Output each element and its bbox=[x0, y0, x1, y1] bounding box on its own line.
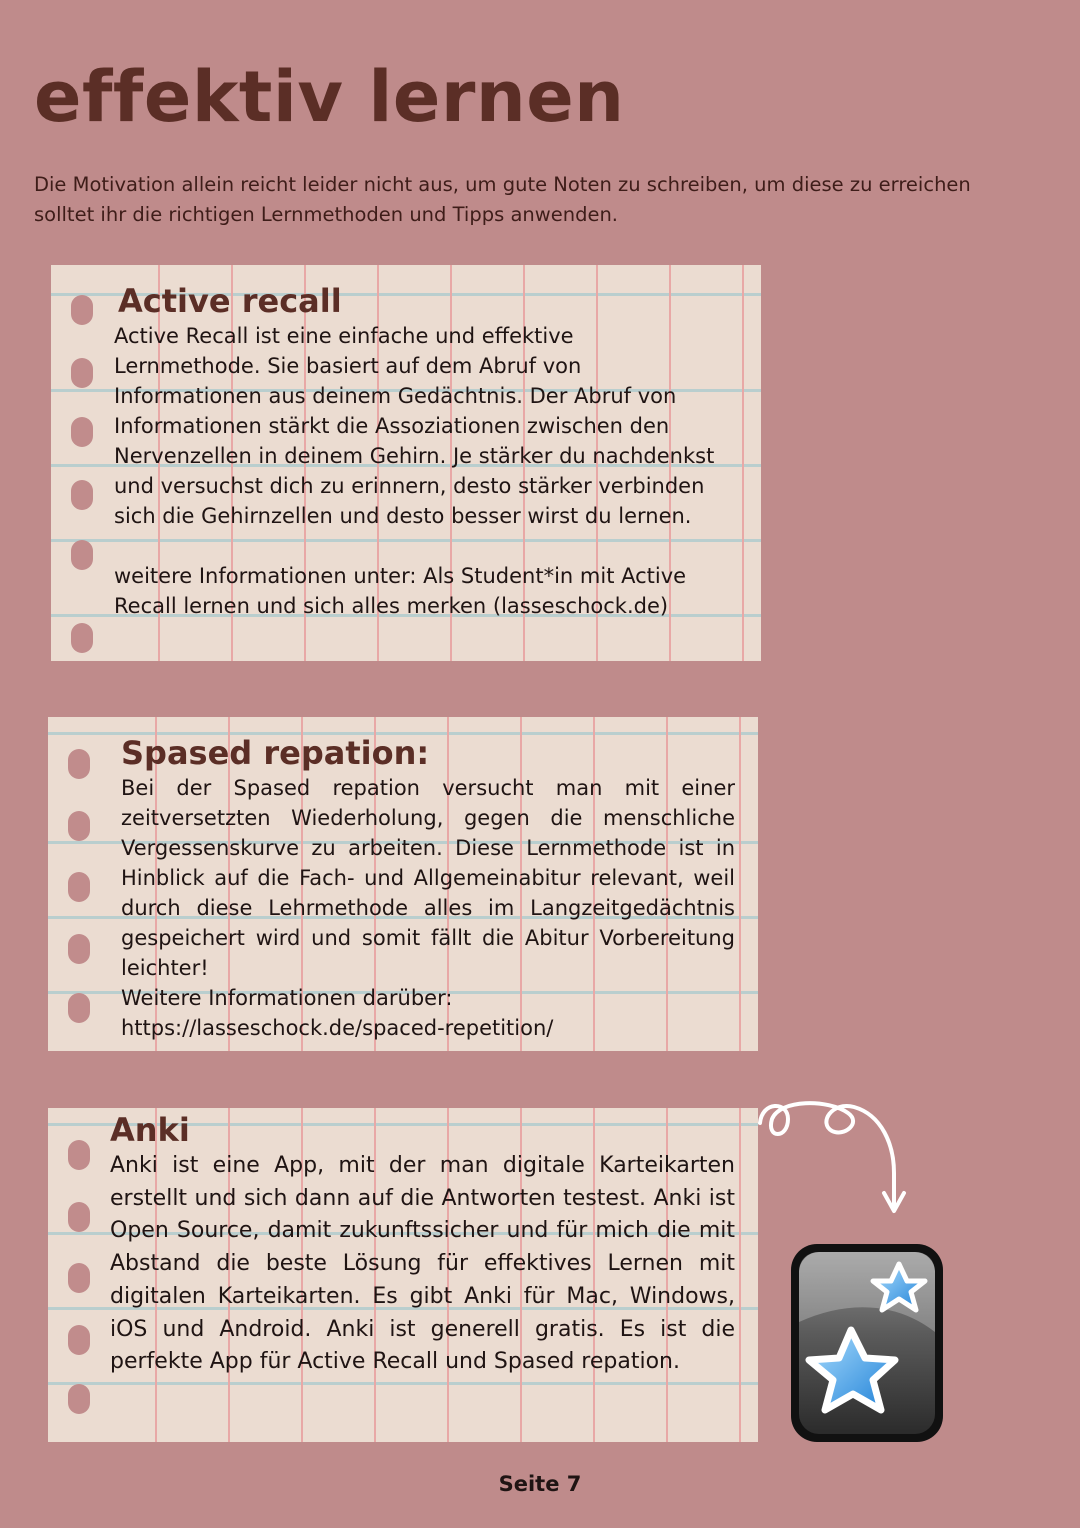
binder-hole bbox=[71, 623, 93, 653]
anki-app-icon bbox=[787, 1240, 949, 1448]
card-more-info-link[interactable]: https://lasseschock.de/spaced-repetition/ bbox=[121, 1016, 554, 1040]
card-text: Bei der Spased repation versucht man mit einer zeitversetzten Wiederholung, gegen die menschliche Vergessenskurve zu arbeiten. Diese Lernmethode ist in Hinblick auf die Fach- und Allgemeinabitur relevant, weil durch diese Lehrmethode alles im Langzeitgedächtnis gespeichert wird und somit fällt die Abitur Vorbereitung leichter! bbox=[121, 776, 735, 980]
binder-hole bbox=[71, 480, 93, 510]
page-number: Seite 7 bbox=[498, 1472, 582, 1496]
binder-hole bbox=[68, 1384, 90, 1414]
card-more-info-label: Weitere Informationen darüber: bbox=[121, 986, 453, 1010]
card-content bbox=[114, 281, 724, 621]
binder-hole bbox=[68, 1263, 90, 1293]
card-active-recall bbox=[51, 265, 761, 661]
binder-hole bbox=[71, 358, 93, 388]
binder-hole bbox=[68, 993, 90, 1023]
card-content bbox=[121, 733, 735, 1043]
card-text: Active Recall ist eine einfache und effektive Lernmethode. Sie basiert auf dem Abruf von Informationen aus deinem Gedächtnis. Der Abruf von Informationen stärkt die Assoziationen zwischen den Nervenzellen in deinem Gehirn. Je stärker du nachdenkst und versuchst dich zu erinnern, desto stärker verbinden sich die Gehirnzellen und desto besser wirst du lernen. bbox=[114, 324, 715, 528]
card-more-info: weitere Informationen unter: Als Student*in mit Active Recall lernen und sich alles merken (lasseschock.de) bbox=[114, 564, 687, 618]
card-title: Active recall bbox=[118, 282, 342, 320]
intro-text: Die Motivation allein reicht leider nicht aus, um gute Noten zu schreiben, um diese zu erreichen solltet ihr die richtigen Lernmethoden und Tipps anwenden. bbox=[34, 173, 971, 226]
binder-holes bbox=[68, 717, 92, 1051]
card-content bbox=[110, 1110, 735, 1379]
binder-hole bbox=[68, 749, 90, 779]
binder-hole bbox=[68, 1202, 90, 1232]
curly-arrow-icon bbox=[752, 1095, 922, 1240]
binder-hole bbox=[68, 934, 90, 964]
binder-holes bbox=[71, 265, 95, 661]
binder-hole bbox=[71, 540, 93, 570]
card-text: Anki ist eine App, mit der man digitale Karteikarten erstellt und sich dann auf die Antworten testest. Anki ist Open Source, damit zukunftssicher und für mich die mit Abstand die beste Lösung für effektives Lernen mit digitalen Karteikarten. Es gibt Anki für Mac, Windows, iOS und Android. Anki ist generell gratis. Es ist die perfekte App für Active Recall und Spased repation. bbox=[110, 1153, 735, 1375]
binder-hole bbox=[68, 811, 90, 841]
card-anki bbox=[48, 1108, 758, 1442]
card-title: Spased repation: bbox=[121, 734, 430, 772]
card-spaced-repetition bbox=[48, 717, 758, 1051]
binder-hole bbox=[68, 1140, 90, 1170]
card-title: Anki bbox=[110, 1111, 190, 1149]
page-title: effektiv lernen bbox=[34, 56, 625, 138]
binder-hole bbox=[68, 1325, 90, 1355]
binder-holes bbox=[68, 1108, 92, 1442]
binder-hole bbox=[71, 417, 93, 447]
binder-hole bbox=[71, 295, 93, 325]
binder-hole bbox=[68, 872, 90, 902]
